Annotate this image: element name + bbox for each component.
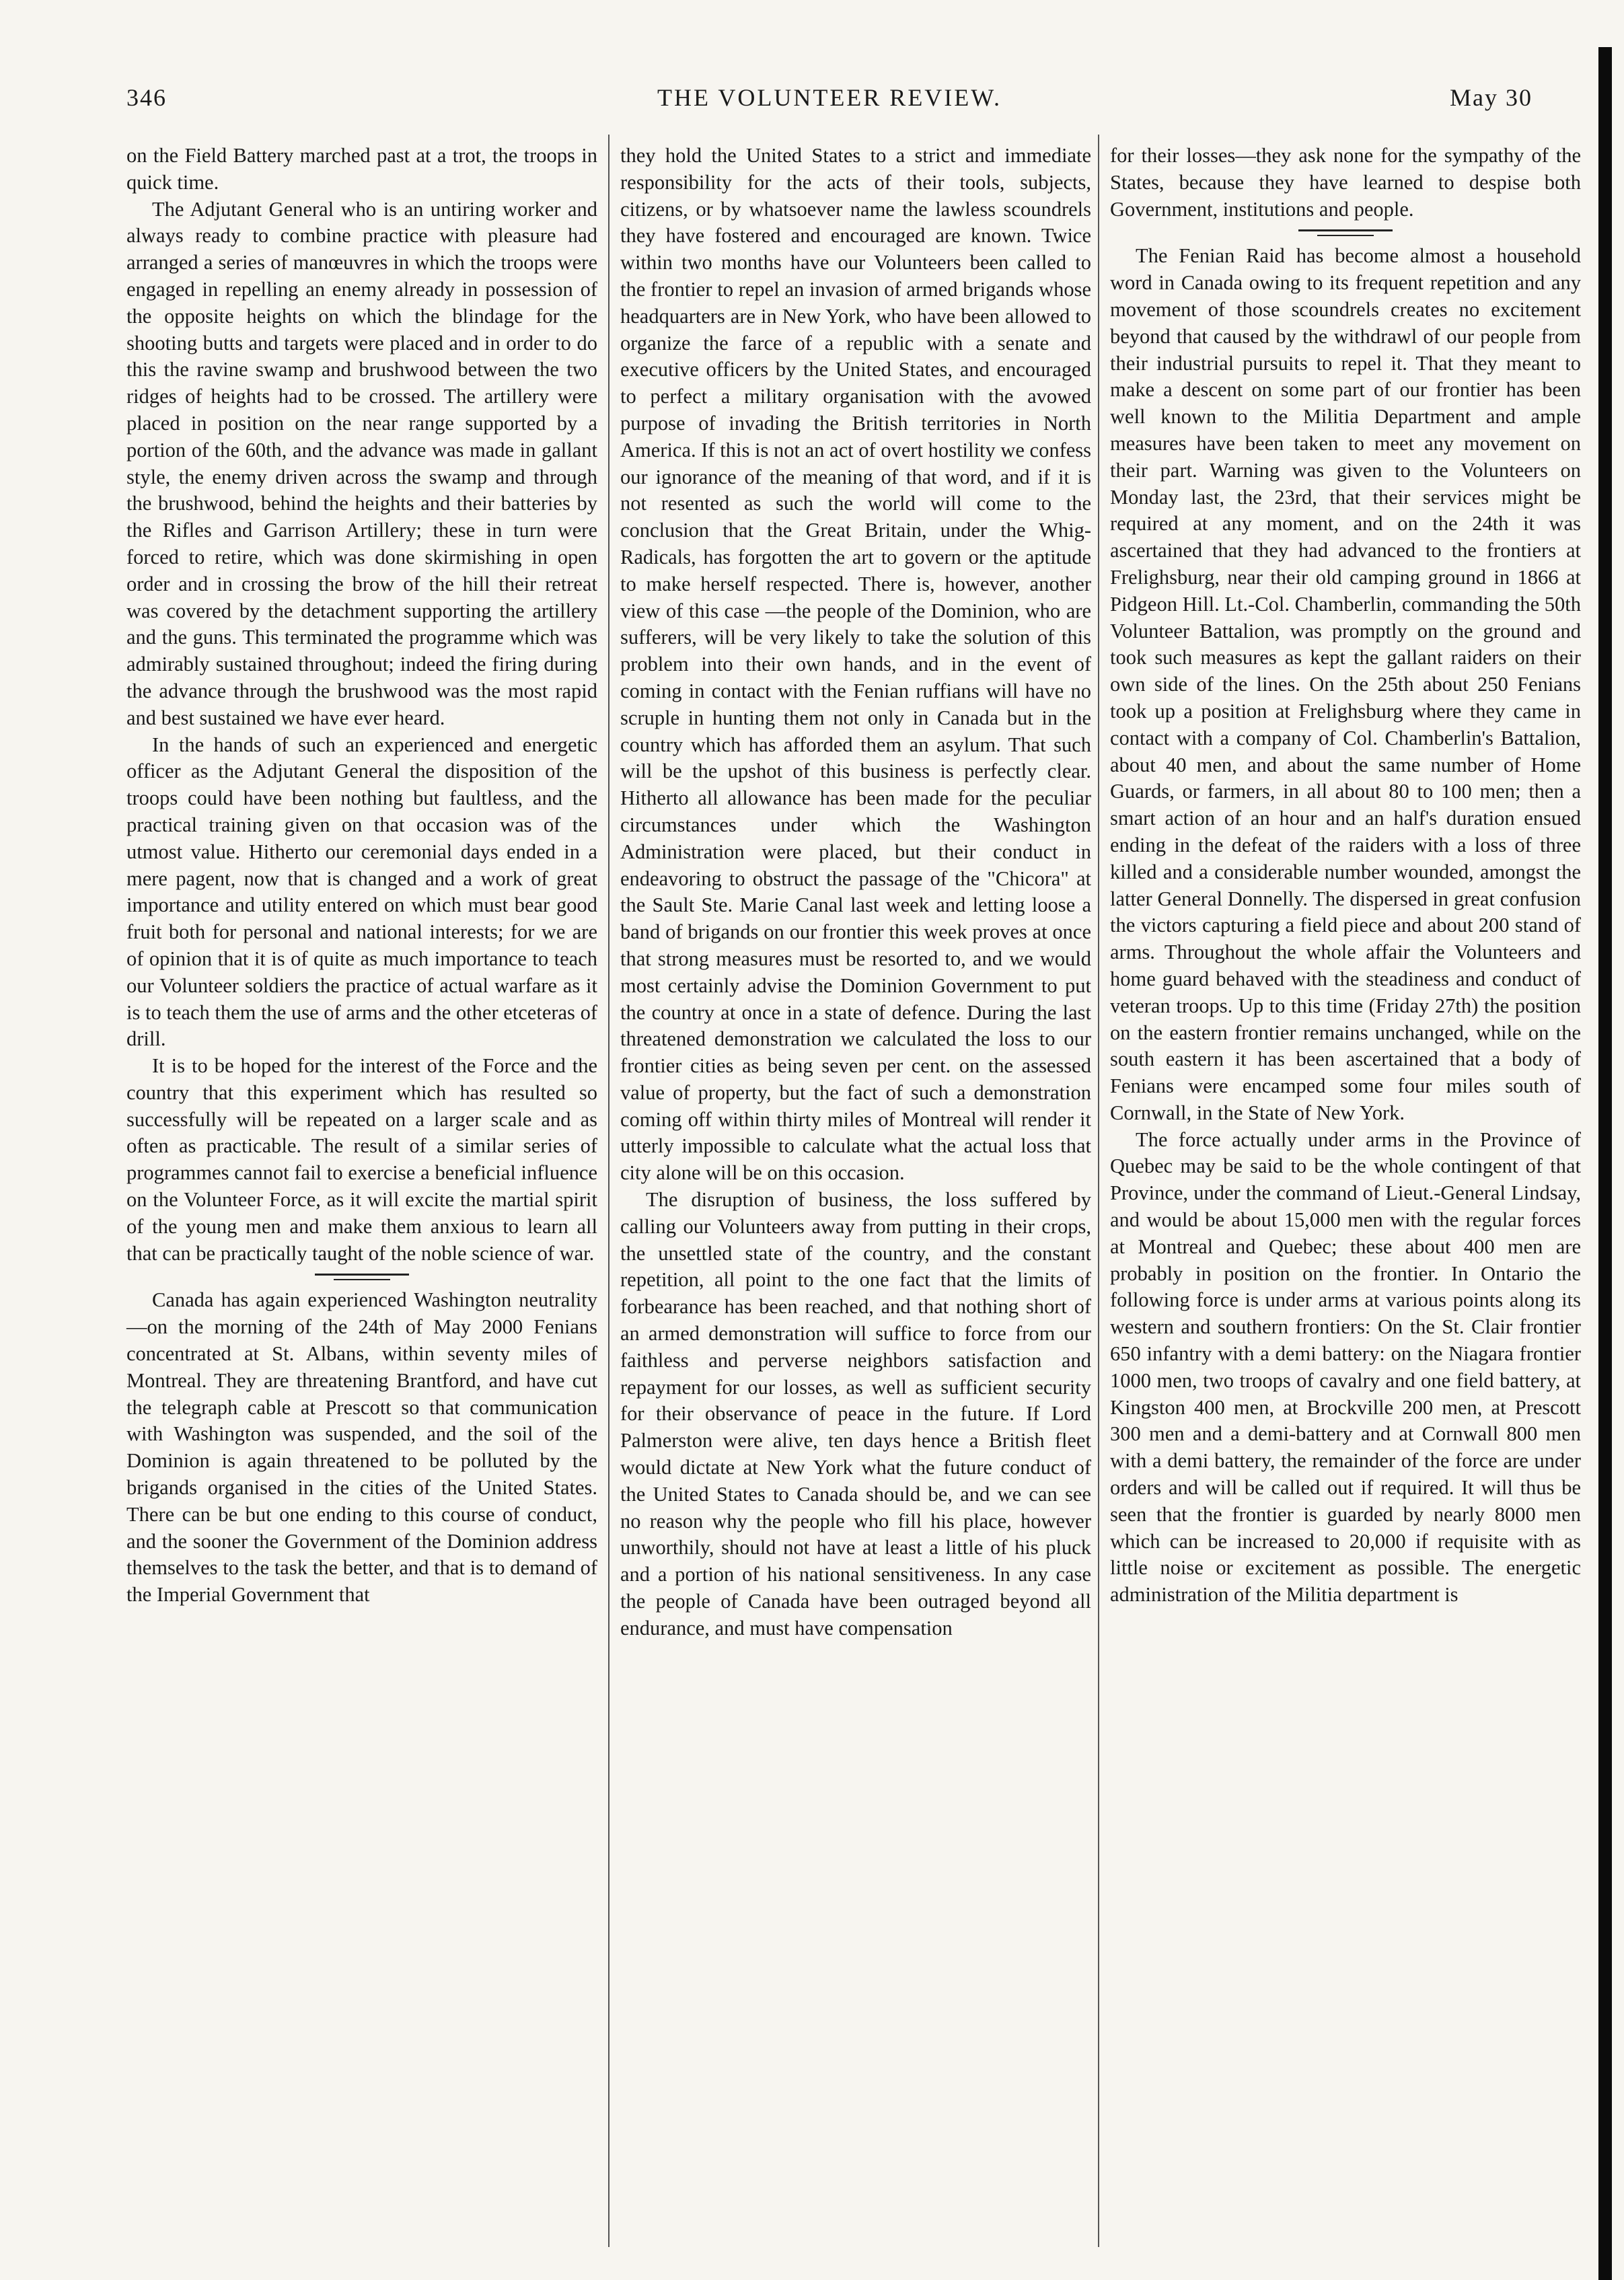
column-2 [620, 143, 1091, 1642]
paragraph: The disruption of business, the loss suffered by calling our Volunteers away from putting in their crops, the unsettled state of the country, and the constant repetition, all point to the one fact that the limits of forbearance has been reached, and that nothing short of an armed demonstration will suffice to force from our faithless and perverse neighbors satisfaction and repayment for our losses, as well as sufficient security for their observance of peace in the future. If Lord Palmerston were alive, ten days hence a British fleet would dictate at New York what the future conduct of the United States to Canada should be, and we can see no reason why the people who fill his place, however unworthily, should not have at least a little of his pluck and a portion of his national sensitiveness. In any case the people of Canada have been outraged beyond all endurance, and must have compensation [620, 1188, 1091, 1640]
section-separator [1110, 223, 1581, 243]
paragraph: they hold the United States to a strict and immediate responsibility for the acts of their tools, subjects, citizens, or by whatsoever name the lawless scoundrels they have fostered and encouraged are known. Twice within two months have our Volunteers been called to the frontier to repel an invasion of armed brigands whose headquarters are in New York, who have been allowed to organize the farce of a republic with a senate and executive officers by the United States, and encouraged to perfect a military organisation with the avowed purpose of invading the British territories in North America. If this is not an act of overt hostility we confess our ignorance of the meaning of that word, and if it is not resented as such the world will come to the conclusion that the Great Britain, under the Whig-Radicals, has forgotten the art to govern or the aptitude to make herself respected. There is, however, another view of this case —the people of the Dominion, who are sufferers, will be very likely to take the solution of this problem into their own hands, and in the event of coming in contact with the Fenian ruffians will have no scruple in hunting them not only in Canada but in the country which has afforded them an asylum. That such will be the upshot of this business is perfectly clear. Hitherto all allowance has been made for the peculiar circumstances under which the Washington Administration were placed, but their conduct in endeavoring to obstruct the passage of the "Chicora" at the Sault Ste. Marie Canal last week and letting loose a band of brigands on our frontier this week proves at once that strong measures must be resorted to, and we would most certainly advise the Dominion Government to put the country at once in a state of defence. During the last threatened demonstration we calculated the loss to our frontier cities as being seven per cent. on the assessed value of property, but the fact of such a demonstration coming off within thirty miles of Montreal will render it utterly impossible to calculate what the actual loss that city alone will be on this occasion. [620, 144, 1091, 1185]
column-3 [1110, 143, 1581, 1609]
column-1 [126, 143, 597, 1609]
page-header [126, 83, 1533, 124]
paragraph: Canada has again experienced Washington neutrality—on the morning of the 24th of May 2000 Fenians concentrated at St. Albans, within seventy miles of Montreal. They are threatening Brantford, and have cut the telegraph cable at Prescott so that communication with Washington was suspended, and the soil of the Dominion is again threatened to be polluted by the brigands organised in the cities of the United States. There can be but one ending to this course of conduct, and the sooner the Government of the Dominion address themselves to the task the better, and that is to demand of the Imperial Government that [126, 1288, 597, 1607]
paragraph: The Adjutant General who is an untiring worker and always ready to combine practice with pleasure had arranged a series of manœuvres in which the troops were engaged in repelling an enemy already in possession of the opposite heights on which the blindage for the shooting butts and targets were placed and in order to do this the ravine swamp and brushwood between the two ridges of heights had to be crossed. The artillery were placed in position on the near range supported by a portion of the 60th, and the advance was made in gallant style, the enemy driven across the swamp and through the brushwood, behind the heights and their batteries by the Rifles and Garrison Artillery; these in turn were forced to retire, which was done skirmishing in open order and in crossing the brow of the hill their retreat was covered by the detachment supporting the artillery and the guns. This terminated the programme which was admirably sustained throughout; indeed the firing during the advance through the brushwood was the most rapid and best sustained we have ever heard. [126, 197, 597, 729]
paragraph: The Fenian Raid has become almost a household word in Canada owing to its frequent repetition and any movement of those scoundrels creates no excitement beyond that caused by the withdrawl of our people from their industrial pursuits to repel it. That they meant to make a descent on some part of our frontier has been well known to the Militia Department and ample measures have been taken to meet any movement on their part. Warning was given to the Volunteers on Monday last, the 23rd, that their services might be required at any moment, and on the 24th it was ascertained that they had advanced to the frontiers at Frelighsburg, near their old camping ground in 1866 at Pidgeon Hill. Lt.-Col. Chamberlin, commanding the 50th Volunteer Battalion, was promptly on the ground and took such measures as kept the gallant raiders on their own side of the lines. On the 25th about 250 Fenians took up a position at Frelighsburg where they came in contact with a company of Col. Chamberlin's Battalion, about 40 men, and about the same number of Home Guards, or farmers, in all about 80 to 100 men; then a smart action of an hour and an half's duration ensued ending in the defeat of the raiders with a loss of three killed and a considerable number wounded, amongst the latter General Donnelly. The dispersed in great confusion the victors capturing a field piece and about 200 stand of arms. Throughout the whole affair the Volunteers and home guard behaved with the steadiness and conduct of veteran troops. Up to this time (Friday 27th) the position on the eastern frontier remains unchanged, while on the south eastern it has been ascertained that a body of Fenians were encamped some four miles south of Cornwall, in the State of New York. [1110, 244, 1581, 1124]
paragraph: The force actually under arms in the Province of Quebec may be said to be the whole contingent of that Province, under the command of Lieut.-General Lindsay, and would be about 15,000 men with the regular forces at Montreal and Quebec; these about 400 men are probably in position on the frontier. In Ontario the following force is under arms at various points along its western and southern frontiers: On the St. Clair frontier 650 infantry with a demi battery: on the Niagara frontier 1000 men, two troops of cavalry and one field battery, at Kingston 400 men, at Brockville 200 men, at Prescott 300 men and a demi-battery and at Cornwall 800 men with a demi battery, the remainder of the force are under orders and will be called out if required. It will thus be seen that the frontier is guarded by nearly 8000 men which can be increased to 20,000 if requisite with as little noise or excitement as possible. The energetic administration of the Militia department is [1110, 1128, 1581, 1607]
scan-edge-shadow [1598, 47, 1612, 2280]
paragraph: on the Field Battery marched past at a trot, the troops in quick time. [126, 144, 597, 194]
paragraph: In the hands of such an experienced and energetic officer as the Adjutant General the disposition of the troops could have been nothing but faultless, and the practical training given on that occasion was of the utmost value. Hitherto our ceremonial days ended in a mere pagent, now that is changed and a work of great importance and utility entered on which must bear good fruit both for personal and national interests; for we are of opinion that it is of quite as much importance to teach our Volunteer soldiers the practice of actual warfare as it is to teach them the use of arms and the other etceteras of drill. [126, 733, 597, 1051]
column-rule [608, 135, 610, 2247]
publication-title: THE VOLUNTEER REVIEW. [657, 84, 1002, 111]
page-number: 346 [126, 84, 167, 111]
paragraph: It is to be hoped for the interest of the Force and the country that this experiment which has resulted so successfully will be repeated on a larger scale and as often as practicable. The result of a similar series of programmes cannot fail to exercise a beneficial influence on the Volunteer Force, as it will excite the martial spirit of the young men and make them anxious to learn all that can be practically taught of the noble science of war. [126, 1054, 597, 1265]
column-rule [1098, 135, 1099, 2247]
section-separator [126, 1267, 597, 1287]
issue-date: May 30 [1450, 84, 1533, 111]
paragraph: for their losses—they ask none for the sympathy of the States, because they have learned to despise both Government, institutions and people. [1110, 144, 1581, 221]
